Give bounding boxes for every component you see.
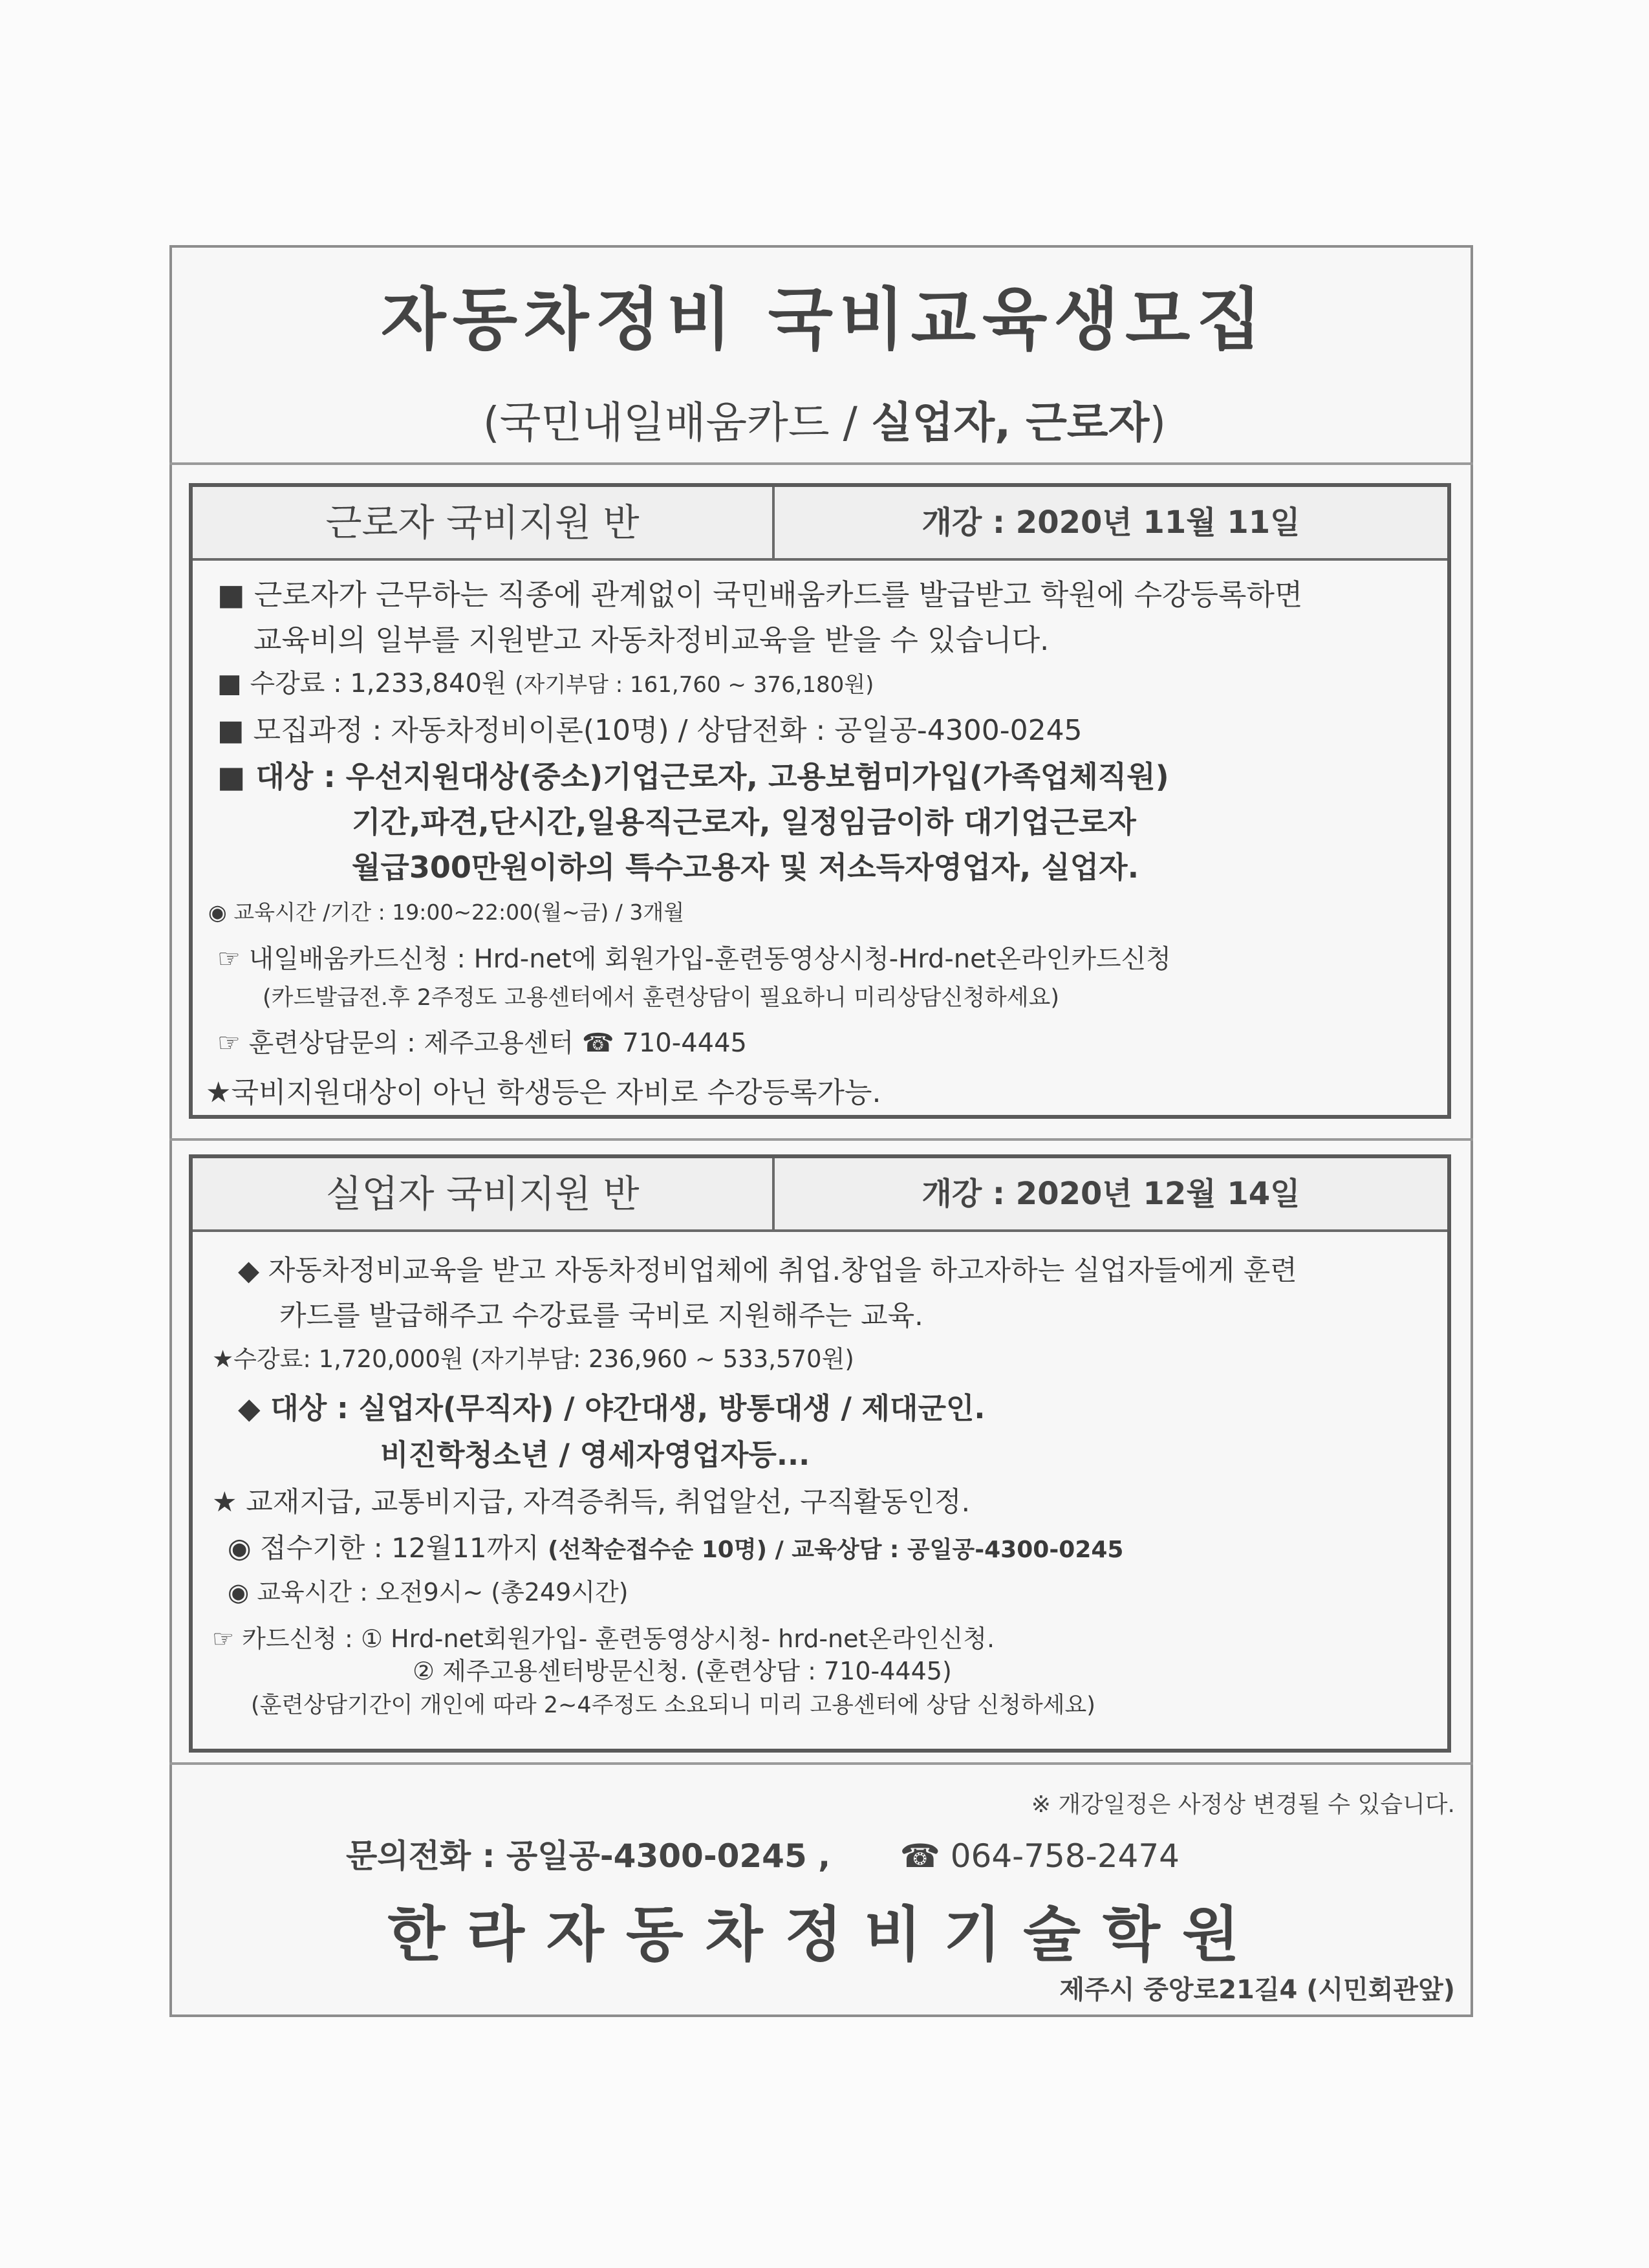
worker-fee-amount: ■ 수강료 : 1,233,840원 (217, 669, 507, 698)
worker-target-3: 월급300만원이하의 특수고용자 및 저소득자영업자, 실업자. (352, 850, 1139, 885)
academy-address: 제주시 중앙로21길4 (시민회관앞) (1059, 1975, 1455, 2005)
unemployed-section-name: 실업자 국비지원 반 (193, 1158, 775, 1229)
academy-name: 한라자동차정비기술학원 (387, 1900, 1262, 1969)
worker-fee-self: (자기부담 : 161,760 ~ 376,180원) (515, 672, 874, 698)
contact-phone: 문의전화 : 공일공-4300-0245 , (346, 1837, 831, 1875)
worker-section (189, 483, 1451, 1119)
worker-fee (217, 663, 874, 700)
schedule-change-note: ※ 개강일정은 사정상 변경될 수 있습니다. (1031, 1791, 1455, 1818)
worker-target-2: 기간,파견,단시간,일용직근로자, 일정임금이하 대기업근로자 (352, 805, 1136, 839)
worker-section-date: 개강 : 2020년 11월 11일 (921, 504, 1300, 541)
unemployed-target-1: ◆ 대상 : 실업자(무직자) / 야간대생, 방통대생 / 제대군인. (238, 1391, 986, 1425)
worker-section-header (193, 487, 1447, 561)
worker-card-note: (카드발급전.후 2주정도 고용센터에서 훈련상담이 필요하니 미리상담신청하세요) (263, 985, 1060, 1011)
subtitle-card: 국민내일배움카드 (499, 398, 830, 448)
unemployed-intro-2: 카드를 발급해주고 수강료를 국비로 지원해주는 교육. (279, 1300, 923, 1332)
worker-card-apply: ☞ 내일배움카드신청 : Hrd-net에 회원가입-훈련동영상시청-Hrd-net온라인카드신청 (217, 944, 1171, 974)
unemployed-fee: ★수강료: 1,720,000원 (자기부담: 236,960 ~ 533,570원) (212, 1345, 854, 1373)
subtitle-target: 실업자, 근로자 (870, 398, 1150, 448)
worker-schedule: ◉ 교육시간 /기간 : 19:00~22:00(월~금) / 3개월 (208, 900, 685, 925)
subtitle-open: ( (482, 398, 500, 448)
unemployed-card-apply-1: ☞ 카드신청 : ① Hrd-net회원가입- 훈련동영상시청- hrd-net온라인신청. (212, 1625, 995, 1653)
unemployed-schedule: ◉ 교육시간 : 오전9시~ (총249시간) (228, 1578, 629, 1606)
unemployed-deadline (228, 1527, 1123, 1566)
flyer-subtitle (0, 388, 1649, 449)
worker-intro-2: 교육비의 일부를 지원받고 자동차정비교육을 받을 수 있습니다. (253, 623, 1050, 657)
subtitle-sep: / (829, 398, 871, 448)
title-divider (169, 462, 1473, 465)
contact-line (346, 1830, 1180, 1877)
unemployed-benefits: ★ 교재지급, 교통비지급, 자격증취득, 취업알선, 구직활동인정. (212, 1486, 971, 1518)
flyer-title: 자동차정비 국비교육생모집 (381, 280, 1268, 359)
unemployed-section-header (193, 1158, 1447, 1232)
unemployed-section-date: 개강 : 2020년 12월 14일 (921, 1176, 1300, 1212)
worker-self-pay: ★국비지원대상이 아닌 학생등은 자비로 수강등록가능. (206, 1076, 881, 1109)
worker-course: ■ 모집과정 : 자동차정비이론(10명) / 상담전화 : 공일공-4300-0245 (217, 714, 1083, 747)
footer-divider (169, 1762, 1473, 1765)
worker-target-1: ■ 대상 : 우선지원대상(중소)기업근로자, 고용보험미가입(가족업체직원) (217, 759, 1169, 794)
unemployed-target-2: 비진학청소년 / 영세자영업자등... (380, 1438, 810, 1472)
contact-tel: ☎ 064-758-2474 (900, 1837, 1180, 1875)
worker-section-name: 근로자 국비지원 반 (193, 487, 775, 558)
unemployed-card-note: (훈련상담기간이 개인에 따라 2~4주정도 소요되니 미리 고용센터에 상담 신청하세요) (251, 1692, 1095, 1718)
unemployed-deadline-date: ◉ 접수기한 : 12월11까지 (228, 1532, 539, 1564)
subtitle-close: ) (1149, 398, 1167, 448)
section-divider (169, 1138, 1473, 1141)
unemployed-intro-1: ◆ 자동차정비교육을 받고 자동차정비업체에 취업.창업을 하고자하는 실업자들에게 훈련 (238, 1255, 1297, 1287)
unemployed-deadline-note: (선착순접수순 10명) / 교육상담 : 공일공-4300-0245 (548, 1537, 1124, 1563)
worker-intro-1: ■ 근로자가 근무하는 직종에 관계없이 국민배움카드를 발급받고 학원에 수강등록하면 (217, 578, 1303, 612)
worker-consult: ☞ 훈련상담문의 : 제주고용센터 ☎ 710-4445 (217, 1028, 747, 1058)
unemployed-section (189, 1154, 1451, 1753)
unemployed-card-apply-2: ② 제주고용센터방문신청. (훈련상담 : 710-4445) (413, 1657, 952, 1685)
